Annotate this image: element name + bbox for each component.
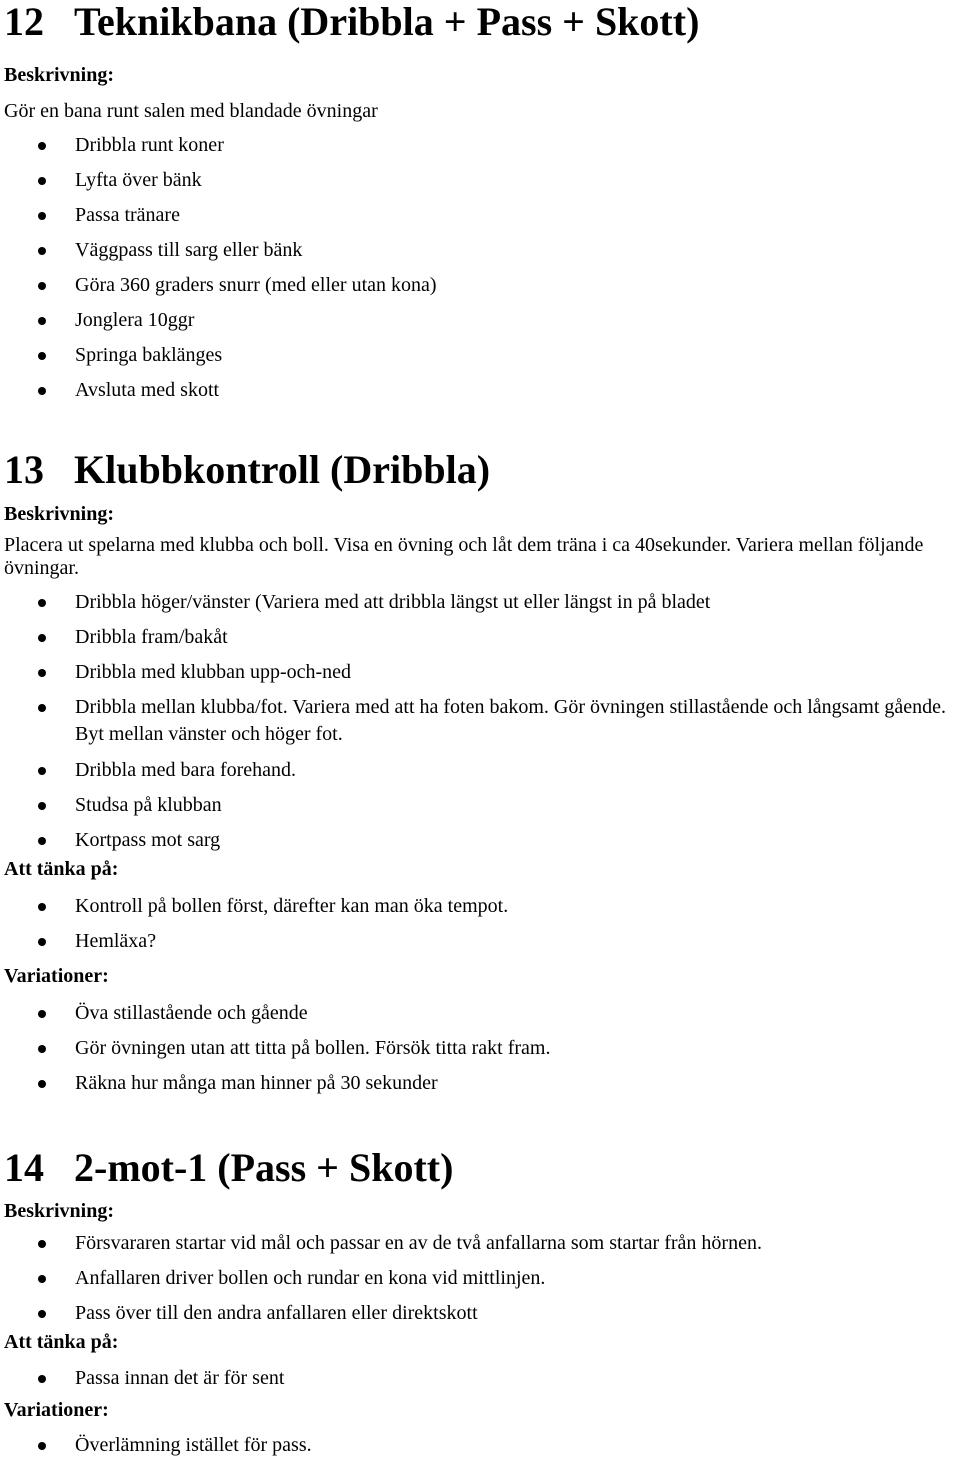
list-item bbox=[4, 237, 956, 272]
list-item-text: Avsluta med skott bbox=[75, 379, 220, 401]
list-item-text: Passa tränare bbox=[75, 204, 180, 226]
list-item-text: Öva stillastående och gående bbox=[75, 1002, 308, 1024]
bullet-icon bbox=[38, 352, 46, 360]
list-item bbox=[4, 1432, 956, 1460]
list-item-text: Räkna hur många man hinner på 30 sekunder bbox=[75, 1072, 438, 1094]
list-item bbox=[4, 659, 956, 694]
exercise-list bbox=[4, 1230, 956, 1330]
bullet-icon bbox=[38, 1310, 46, 1318]
bullet-icon bbox=[38, 1045, 46, 1053]
bullet-icon bbox=[38, 938, 46, 946]
list-item-text: Dribbla mellan klubba/fot. Variera med att ha foten bakom. Gör övningen stillastående och långsamt gående. Byt mellan vänster och höger fot. bbox=[75, 696, 947, 745]
list-item bbox=[4, 167, 956, 202]
section-title bbox=[4, 0, 956, 44]
section-number: 12 bbox=[4, 0, 44, 44]
section-number: 13 bbox=[4, 447, 44, 492]
variations-label: Variationer: bbox=[4, 965, 109, 987]
list-item-text: Göra 360 graders snurr (med eller utan kona) bbox=[75, 274, 437, 296]
section-title-text: Klubbkontroll (Dribbla) bbox=[74, 447, 491, 492]
list-item-text: Pass över till den andra anfallaren eller direktskott bbox=[75, 1302, 478, 1324]
list-item bbox=[4, 377, 956, 412]
list-item bbox=[4, 757, 956, 792]
variations-list bbox=[4, 1000, 956, 1105]
list-item-text: Väggpass till sarg eller bänk bbox=[75, 239, 303, 261]
bullet-icon bbox=[38, 1375, 46, 1383]
bullet-icon bbox=[38, 704, 46, 712]
think-list bbox=[4, 1365, 956, 1393]
list-item-text: Överlämning istället för pass. bbox=[75, 1434, 312, 1456]
list-item bbox=[4, 1070, 956, 1105]
list-item-text: Dribbla höger/vänster (Variera med att dribbla längst ut eller längst in på bladet bbox=[75, 591, 711, 613]
bullet-icon bbox=[38, 177, 46, 185]
think-label: Att tänka på: bbox=[4, 1331, 119, 1353]
exercise-list bbox=[4, 132, 956, 412]
description-text: Placera ut spelarna med klubba och boll. Visa en övning och låt dem träna i ca 40sekunder. Variera mellan följande övningar. bbox=[4, 534, 924, 579]
section-number: 14 bbox=[4, 1145, 44, 1190]
list-item bbox=[4, 1265, 956, 1300]
list-item bbox=[4, 827, 956, 857]
bullet-icon bbox=[38, 1010, 46, 1018]
list-item-text: Lyfta över bänk bbox=[75, 169, 202, 191]
list-item-text: Dribbla med bara forehand. bbox=[75, 759, 297, 781]
list-item-text: Hemläxa? bbox=[75, 930, 157, 952]
bullet-icon bbox=[38, 1442, 46, 1450]
list-item-text: Springa baklänges bbox=[75, 344, 223, 366]
list-item-text: Försvararen startar vid mål och passar en av de två anfallarna som startar från hörnen. bbox=[75, 1232, 762, 1254]
list-item-text: Kortpass mot sarg bbox=[75, 829, 221, 851]
bullet-icon bbox=[38, 247, 46, 255]
section-12 bbox=[4, 0, 956, 412]
description-label: Beskrivning: bbox=[4, 64, 115, 86]
section-title bbox=[4, 1146, 956, 1190]
bullet-icon bbox=[38, 903, 46, 911]
description-text: Gör en bana runt salen med blandade övningar bbox=[4, 100, 378, 122]
bullet-icon bbox=[38, 837, 46, 845]
list-item bbox=[4, 132, 956, 167]
list-item-text: Passa innan det är för sent bbox=[75, 1367, 285, 1389]
list-item bbox=[4, 694, 956, 757]
list-item bbox=[4, 928, 956, 956]
list-item bbox=[4, 792, 956, 827]
list-item bbox=[4, 624, 956, 659]
description-label: Beskrivning: bbox=[4, 503, 115, 525]
bullet-icon bbox=[38, 767, 46, 775]
list-item bbox=[4, 342, 956, 377]
bullet-icon bbox=[38, 387, 46, 395]
bullet-icon bbox=[38, 634, 46, 642]
bullet-icon bbox=[38, 142, 46, 150]
list-item-text: Dribbla med klubban upp-och-ned bbox=[75, 661, 352, 683]
bullet-icon bbox=[38, 802, 46, 810]
bullet-icon bbox=[38, 282, 46, 290]
list-item bbox=[4, 589, 956, 624]
list-item-text: Gör övningen utan att titta på bollen. Försök titta rakt fram. bbox=[75, 1037, 551, 1059]
think-label: Att tänka på: bbox=[4, 858, 119, 880]
list-item-text: Dribbla runt koner bbox=[75, 134, 224, 156]
section-14 bbox=[4, 1146, 956, 1460]
variations-list bbox=[4, 1432, 956, 1460]
exercise-list bbox=[4, 589, 956, 857]
list-item bbox=[4, 272, 956, 307]
list-item bbox=[4, 307, 956, 342]
list-item bbox=[4, 1035, 956, 1070]
bullet-icon bbox=[38, 1080, 46, 1088]
bullet-icon bbox=[38, 317, 46, 325]
list-item bbox=[4, 202, 956, 237]
list-item-text: Kontroll på bollen först, därefter kan man öka tempot. bbox=[75, 895, 509, 917]
section-title-text: 2-mot-1 (Pass + Skott) bbox=[74, 1145, 454, 1190]
bullet-icon bbox=[38, 599, 46, 607]
list-item bbox=[4, 1000, 956, 1035]
description-label: Beskrivning: bbox=[4, 1200, 115, 1222]
list-item-text: Anfallaren driver bollen och rundar en kona vid mittlinjen. bbox=[75, 1267, 546, 1289]
list-item bbox=[4, 1300, 956, 1330]
bullet-icon bbox=[38, 669, 46, 677]
list-item bbox=[4, 893, 956, 928]
think-list bbox=[4, 893, 956, 956]
list-item-text: Dribbla fram/bakåt bbox=[75, 626, 228, 648]
section-title bbox=[4, 448, 956, 492]
section-title-text: Teknikbana (Dribbla + Pass + Skott) bbox=[74, 0, 700, 44]
bullet-icon bbox=[38, 1240, 46, 1248]
list-item bbox=[4, 1365, 956, 1393]
section-13 bbox=[4, 448, 956, 1105]
bullet-icon bbox=[38, 1275, 46, 1283]
list-item-text: Jonglera 10ggr bbox=[75, 309, 195, 331]
list-item bbox=[4, 1230, 956, 1265]
list-item-text: Studsa på klubban bbox=[75, 794, 222, 816]
variations-label: Variationer: bbox=[4, 1399, 109, 1421]
bullet-icon bbox=[38, 212, 46, 220]
